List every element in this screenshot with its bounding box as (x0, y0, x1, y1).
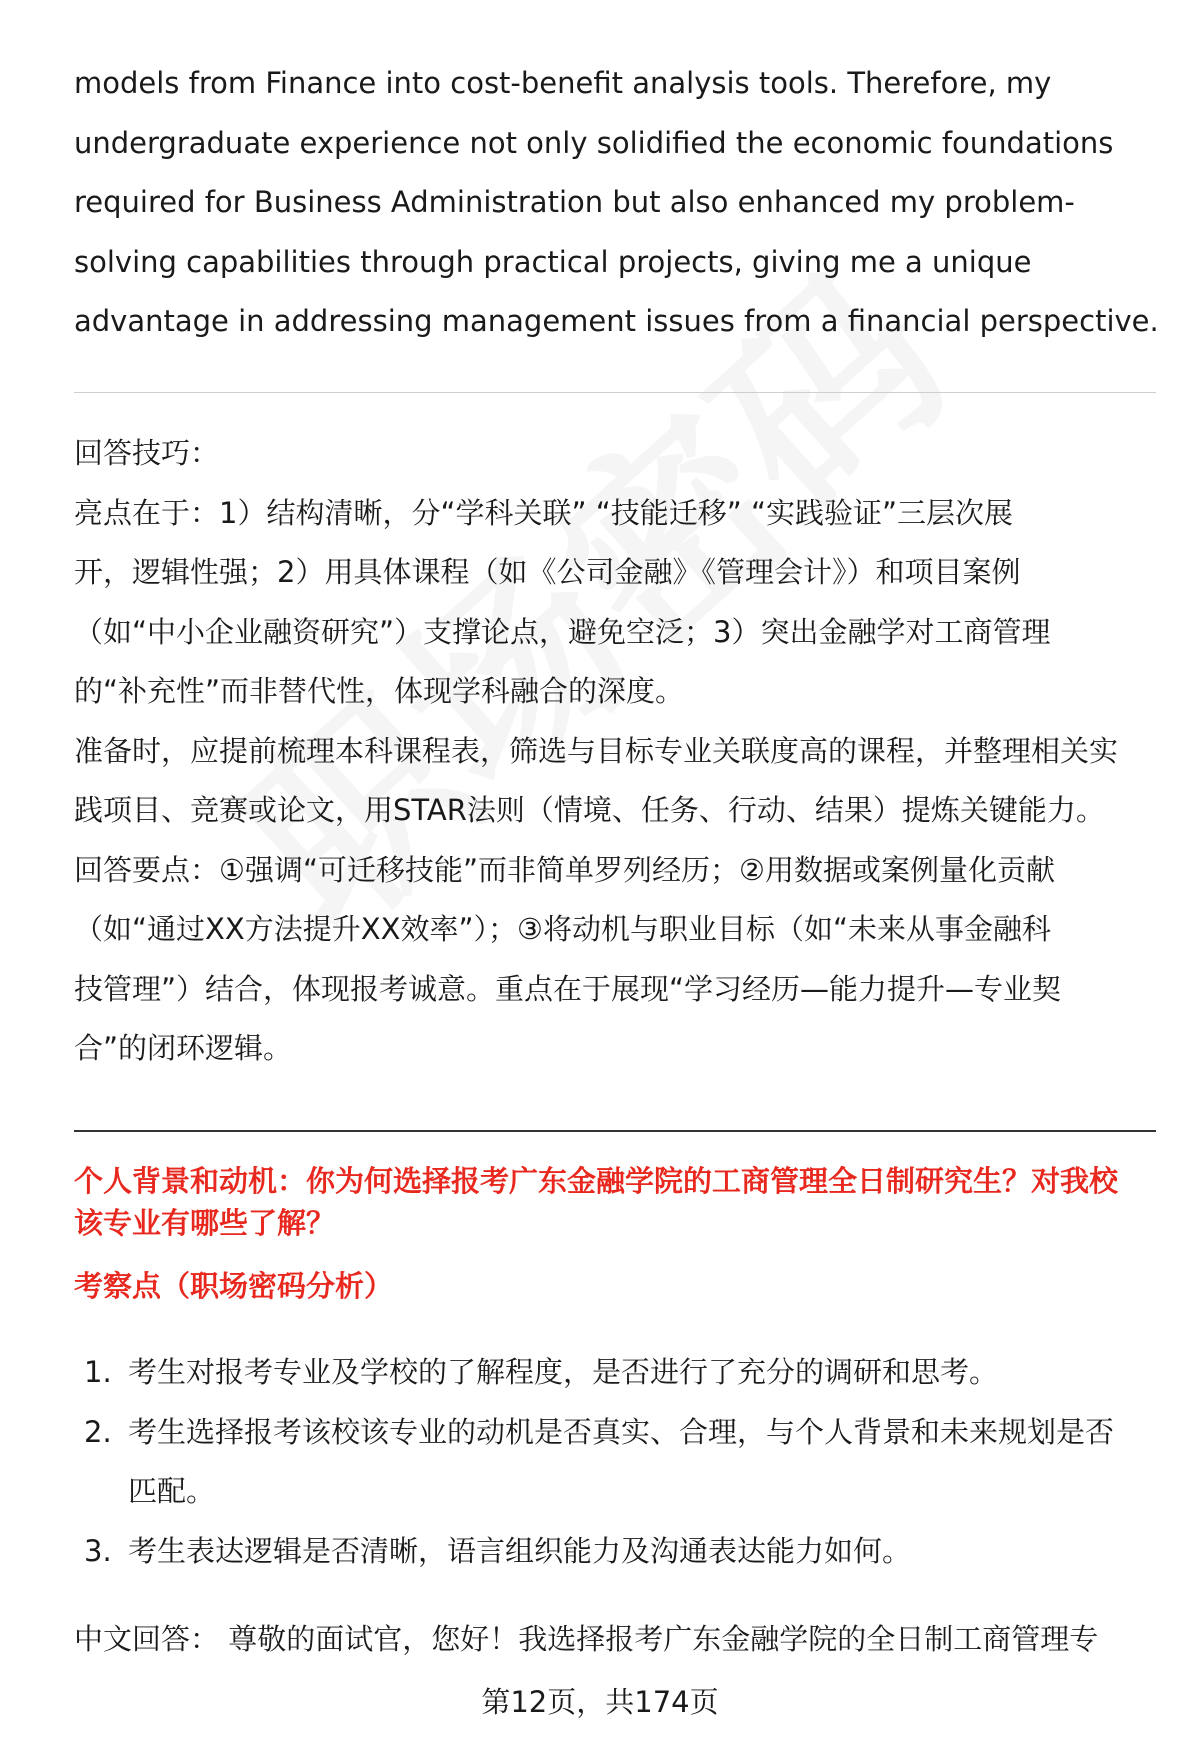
question-subheading: 考察点（职场密码分析） (74, 1269, 394, 1303)
question-divider (74, 1130, 1156, 1132)
list-item (84, 1403, 1156, 1522)
intro-line: solving capabilities through practical projects, giving me a unique (74, 244, 1032, 279)
answer-start: 中文回答： 尊敬的面试官，您好！我选择报考广东金融学院的全日制工商管理专 (74, 1622, 1099, 1656)
list-item (84, 1343, 1156, 1403)
tips-line: 亮点在于：1）结构清晰，分“学科关联” “技能迁移” “实践验证”三层次展 (74, 495, 1014, 530)
intro-paragraph (74, 54, 1159, 352)
tips-line: 开，逻辑性强；2）用具体课程（如《公司金融》《管理会计》）和项目案例 (74, 555, 1021, 589)
tips-line: 的“补充性”而非替代性，体现学科融合的深度。 (74, 674, 685, 708)
intro-line: models from Finance into cost-benefit analysis tools. Therefore, my (74, 66, 1052, 100)
list-text: 考生表达逻辑是否清晰，语言组织能力及沟通表达能力如何。 (128, 1533, 912, 1568)
list-number: 3. (84, 1533, 112, 1568)
question-title (74, 1160, 1156, 1244)
list-text: 考生选择报考该校该专业的动机是否真实、合理，与个人背景和未来规划是否 (128, 1414, 1115, 1449)
tips-line: 践项目、竞赛或论文，用STAR法则（情境、任务、行动、结果）提炼关键能力。 (74, 793, 1105, 827)
list-number: 1. (84, 1355, 112, 1389)
tips-line: 技管理”）结合，体现报考诚意。重点在于展现“学习经历—能力提升—专业契 (74, 971, 1062, 1006)
intro-line: undergraduate experience not only solidified the economic foundations (74, 125, 1114, 160)
tips-line: （如“中小企业融资研究”）支撑论点，避免空泛；3）突出金融学对工商管理 (74, 614, 1051, 649)
list-item (84, 1522, 1156, 1582)
tips-line: 准备时，应提前梳理本科课程表，筛选与目标专业关联度高的课程，并整理相关实 (74, 733, 1119, 768)
question-title-line: 个人背景和动机：你为何选择报考广东金融学院的工商管理全日制研究生？对我校 (74, 1164, 1119, 1198)
list-number: 2. (84, 1414, 112, 1449)
tips-line: 回答要点：①强调“可迁移技能”而非简单罗列经历；②用数据或案例量化贡献 (74, 852, 1056, 887)
tips-line: （如“通过XX方法提升XX效率”）；③将动机与职业目标（如“未来从事金融科 (74, 912, 1052, 946)
section-divider (74, 392, 1156, 393)
tips-line: 合”的闭环逻辑。 (74, 1031, 293, 1065)
intro-line: required for Business Administration but also enhanced my problem- (74, 185, 1075, 219)
list-text: 匹配。 (128, 1474, 216, 1508)
question-title-line: 该专业有哪些了解？ (74, 1206, 336, 1240)
intro-line: advantage in addressing management issues from a financial perspective. (74, 304, 1159, 338)
list-text: 考生对报考专业及学校的了解程度，是否进行了充分的调研和思考。 (128, 1355, 999, 1389)
assessment-points (84, 1343, 1156, 1581)
page-number: 第12页，共174页 (481, 1685, 719, 1719)
tips-heading: 回答技巧： (74, 436, 220, 470)
tips-section (74, 424, 1156, 1079)
